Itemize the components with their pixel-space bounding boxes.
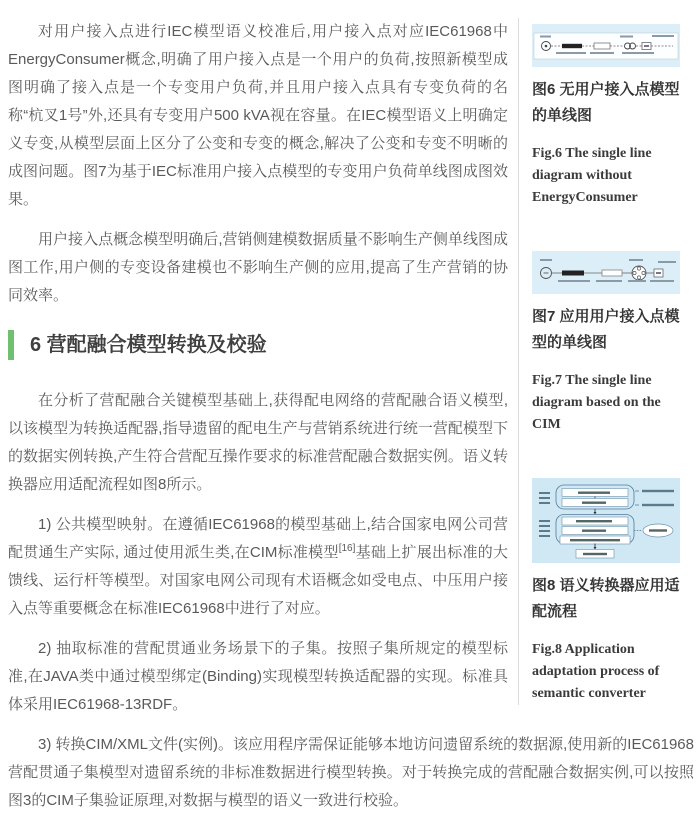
paragraph-model-benefit: 用户接入点概念模型明确后,营销侧建模数据质量不影响生产侧单线图成图工作,用户侧的专变设备建模也不影响生产侧的应用,提高了生产营销的协同效率。 <box>8 231 508 304</box>
figure-column <box>518 18 694 705</box>
list-item-3: 3) 转换CIM/XML文件(实例)。该应用程序需保证能够本地访问遗留系统的数据源,使用新的IEC61968营配贯通子集模型对遗留系统的非标准数据进行模型转换。对于转换完成的营配融合数据实例,可以按照图3的CIM子集验证原理,对数据与模型的语义一致进行校验。 <box>8 736 694 809</box>
figure6-thumbnail[interactable] <box>532 24 680 67</box>
paragraph-iec-calibration: 对用户接入点进行IEC模型语义校准后,用户接入点对应IEC61968中EnergyConsumer概念,明确了用户接入点是一个用户的负荷,按照新模型成图明确了接入点是一个专变用户负荷,并且用户接入点具有专变负荷的名称“杭叉1号”外,还具有专变用户500 kVA视在容量。在IEC模型语义上明确定义专变,从模型层面上区分了公变和专变的概念,解决了公变和专变不明晰的成图问题。图7为基于IEC标准用户接入点模型的专变用户负荷单线图成图效果。 <box>8 23 508 208</box>
section-heading-text: 6 营配融合模型转换及校验 <box>30 334 267 356</box>
figure8-caption-en: Fig.8 Application adaptation process of semantic converter <box>532 642 660 701</box>
figure8-thumbnail[interactable] <box>532 478 680 563</box>
list-item-2: 2) 抽取标准的营配贯通业务场景下的子集。按照子集所规定的模型标准,在JAVA类中通过模型绑定(Binding)实现模型转换适配器的实现。标准具体采用IEC61968-13RDF。 <box>8 640 508 713</box>
figure7-caption-en: Fig.7 The single line diagram based on the CIM <box>532 373 661 432</box>
figure7-block <box>532 251 692 436</box>
list-item-1-text-before: 1) 公共模型映射。在遵循IEC61968的模型基础上,结合国家电网公司营配贯通生产实际, 通过使用派生类,在CIM标准模型 <box>8 516 508 561</box>
citation-16: [16] <box>338 543 356 554</box>
figure8-block <box>532 478 692 705</box>
figure6-caption-en: Fig.6 The single line diagram without EnergyConsumer <box>532 146 652 205</box>
figure6-caption-zh: 图6 无用户接入点模型的单线图 <box>532 81 680 124</box>
figure7-caption-zh: 图7 应用用户接入点模型的单线图 <box>532 308 680 351</box>
figure7-thumbnail[interactable] <box>532 251 680 294</box>
list-item-1-text-after: 基础上扩展出标准的大馈线、运行杆等模型。对国家电网公司现有术语概念如受电点、中压用户接入点等重要概念在标准IEC61968中进行了对应。 <box>8 544 509 617</box>
paragraph-section6-intro: 在分析了营配融合关键模型基础上,获得配电网络的营配融合语义模型,以该模型为转换适配器,指导遗留的配电生产与营销系统进行统一营配模型下的数据实例转换,产生符合营配互操作要求的标准营配融合数据实例。语义转换器应用适配流程如图8所示。 <box>8 392 508 493</box>
figure8-caption-zh: 图8 语义转换器应用适配流程 <box>532 577 680 620</box>
figure6-block <box>532 24 692 209</box>
